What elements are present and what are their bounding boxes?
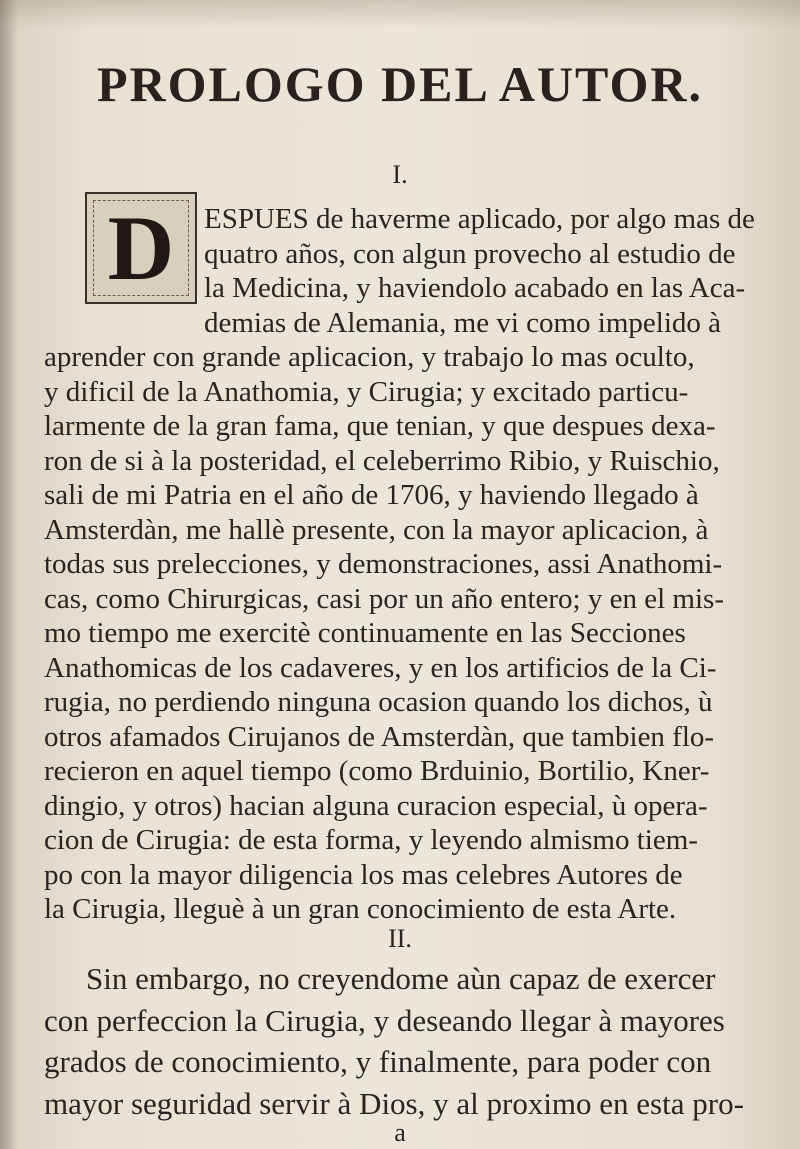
text-line: quatro años, con algun provecho al estudio de: [204, 237, 736, 270]
text-line: mo tiempo me exercitè continuamente en las Secciones: [44, 617, 686, 649]
text-line: ron de si à la posteridad, el celeberrimo Ribio, y Ruischio,: [44, 444, 720, 477]
page-title: PROLOGO DEL AUTOR.: [96, 56, 704, 112]
text-line: todas sus prelecciones, y demonstraciones, assi Anathomi-: [44, 548, 723, 580]
text-line: con perfeccion la Cirugia, y deseando llegar à mayores: [44, 1002, 725, 1038]
text-line: mayor seguridad servir à Dios, y al proximo en esta pro-: [44, 1085, 744, 1121]
text-line: larmente de la gran fama, que tenian, y que despues dexa-: [44, 410, 716, 442]
text-line: Anathomicas de los cadaveres, y en los artificios de la Ci-: [44, 651, 717, 684]
text-line: rugia, no perdiendo ninguna ocasion quando los dichos, ù: [44, 686, 713, 718]
text-line: aprender con grande aplicacion, y trabajo lo mas oculto,: [44, 341, 695, 373]
page-edge: [0, 0, 800, 28]
text-line: cion de Cirugia: de esta forma, y leyendo almismo tiem-: [44, 824, 698, 856]
text-line: dingio, y otros) hacian alguna curacion especial, ù opera-: [44, 789, 708, 822]
text-line: Sin embargo, no creyendome aùn capaz de exercer: [86, 961, 716, 996]
signature-mark: a: [394, 1118, 406, 1147]
section-1-body: [44, 202, 774, 927]
section-2-body: [44, 958, 774, 1124]
text-line: recieron en aquel tiempo (como Brduinio, Bortilio, Kner-: [44, 755, 710, 787]
text-line: po con la mayor diligencia los mas celebres Autores de: [44, 858, 683, 891]
text-line: demias de Alemania, me vi como impelido à: [204, 306, 722, 339]
text-line: grados de conocimiento, y finalmente, para poder con: [44, 1044, 712, 1079]
text-line: la Cirugia, lleguè à un gran conocimiento de esta Arte.: [44, 893, 677, 925]
drop-cap-letter: D: [107, 197, 175, 299]
text-line: sali de mi Patria en el año de 1706, y haviendo llegado à: [44, 479, 699, 511]
section-number-1: I.: [392, 160, 408, 189]
text-line: cas, como Chirurgicas, casi por un año entero; y en el mis-: [44, 582, 724, 615]
text-line: la Medicina, y haviendolo acabado en las Aca-: [204, 272, 746, 304]
text-line: ESPUES de haverme aplicado, por algo mas de: [204, 203, 755, 235]
section-number-2: II.: [388, 924, 412, 953]
text-line: Amsterdàn, me hallè presente, con la mayor aplicacion, à: [44, 513, 709, 546]
text-line: otros afamados Cirujanos de Amsterdàn, que tambien flo-: [44, 720, 715, 753]
text-line: y dificil de la Anathomia, y Cirugia; y excitado particu-: [44, 375, 689, 408]
